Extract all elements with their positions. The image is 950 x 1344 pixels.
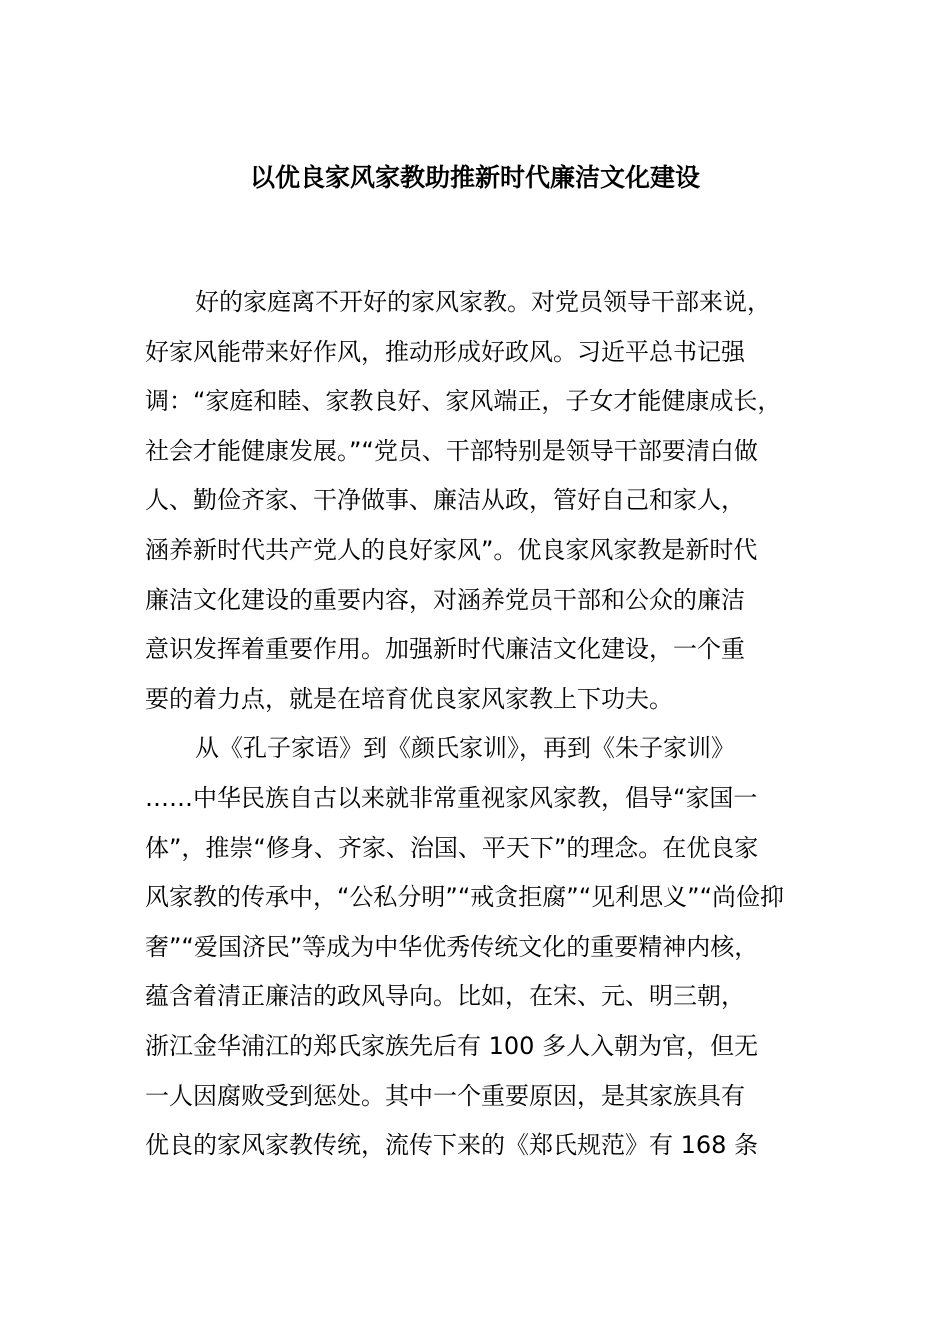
- paragraph-2-line-4: 风家教的传承中，“公私分明”“戒贪拒腐”“见利思义”“尚俭抑: [145, 883, 785, 912]
- paragraph-2-line-6: 蕴含着清正廉洁的政风导向。比如，在宋、元、明三朝，: [145, 982, 745, 1011]
- paragraph-2-line-2: ……中华民族自古以来就非常重视家风家教，倡导“家国一: [145, 783, 758, 812]
- paragraph-1-line-4: 社会才能健康发展。”“党员、干部特别是领导干部要清白做: [145, 436, 758, 465]
- paragraph-2-line-9: 优良的家风家教传统，流传下来的《郑氏规范》有 168 条: [145, 1131, 759, 1160]
- paragraph-1-line-7: 廉洁文化建设的重要内容，对涵养党员干部和公众的廉洁: [145, 585, 745, 614]
- paragraph-1-line-5: 人、勤俭齐家、干净做事、廉洁从政，管好自己和家人，: [145, 486, 745, 515]
- paragraph-2-line-7: 浙江金华浦江的郑氏家族先后有 100 多人入朝为官，但无: [145, 1031, 759, 1060]
- paragraph-2-line-8: 一人因腐败受到惩处。其中一个重要原因，是其家族具有: [145, 1081, 745, 1110]
- paragraph-2-line-5: 奢”“爱国济民”等成为中华优秀传统文化的重要精神内核，: [145, 932, 759, 961]
- paragraph-1-line-3: 调：“家庭和睦、家教良好、家风端正，子女才能健康成长，: [145, 387, 782, 416]
- paragraph-1-line-8: 意识发挥着重要作用。加强新时代廉洁文化建设，一个重: [145, 635, 745, 664]
- paragraph-1-line-2: 好家风能带来好作风，推动形成好政风。习近平总书记强: [145, 337, 745, 366]
- paragraph-2-line-3: 体”，推崇“修身、齐家、治国、平天下”的理念。在优良家: [145, 833, 759, 862]
- paragraph-2-line-1: 从《孔子家语》到《颜氏家训》，再到《朱子家训》: [195, 734, 735, 763]
- document-title: 以优良家风家教助推新时代廉洁文化建设: [249, 163, 700, 192]
- paragraph-1-line-6: 涵养新时代共产党人的良好家风”。优良家风家教是新时代: [145, 535, 758, 564]
- document-body: [145, 278, 810, 1171]
- paragraph-1-line-1: 好的家庭离不开好的家风家教。对党员领导干部来说，: [195, 288, 771, 316]
- paragraph-1-line-9: 要的着力点，就是在培育优良家风家教上下功夫。: [145, 684, 673, 713]
